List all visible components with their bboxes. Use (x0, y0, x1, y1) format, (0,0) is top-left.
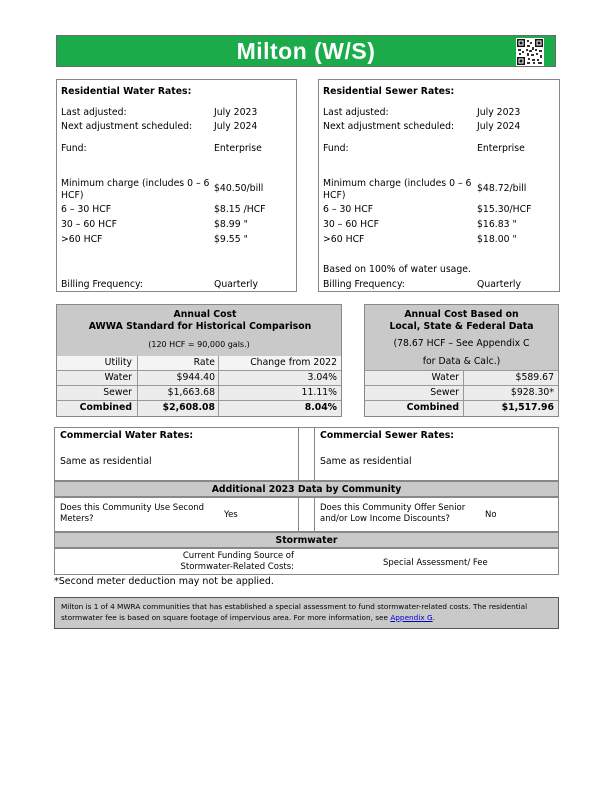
awwa-row-water-change: 3.04% (307, 372, 337, 383)
sewer-fund-value: Enterprise (477, 143, 525, 154)
commercial-water-text: Same as residential (60, 456, 152, 467)
awwa-col-utility: Utility (104, 357, 132, 368)
commercial-sewer-heading: Commercial Sewer Rates: (320, 430, 455, 441)
local-title-line1: Annual Cost Based on (404, 309, 519, 320)
water-next-adjustment-value: July 2024 (214, 121, 258, 132)
discounts-question: Does this Community Offer Senior and/or Low Income Discounts? (320, 503, 466, 524)
sewer-billing-label: Billing Frequency: (323, 279, 405, 290)
awwa-col-change: Change from 2022 (250, 357, 337, 368)
water-fund-value: Enterprise (214, 143, 262, 154)
qr-code-icon (516, 38, 544, 66)
page-title: Milton (W/S) (236, 38, 376, 64)
awwa-row-combined-change: 8.04% (304, 402, 337, 413)
local-row-sewer-utility: Sewer (430, 387, 459, 398)
second-meter-footnote: *Second meter deduction may not be applied. (54, 576, 274, 587)
awwa-col-rate: Rate (193, 357, 215, 368)
awwa-row-sewer-utility: Sewer (103, 387, 132, 398)
sewer-last-adjusted-label: Last adjusted: (323, 107, 389, 118)
sewer-tier2-label: 30 – 60 HCF (323, 219, 380, 230)
sewer-tier3-value: $18.00 " (477, 234, 517, 245)
sewer-tier2-value: $16.83 " (477, 219, 517, 230)
sewer-next-adjustment-label: Next adjustment scheduled: (323, 121, 455, 132)
water-tier2-value: $8.99 " (214, 219, 248, 230)
discounts-answer: No (485, 510, 497, 520)
sewer-billing-value: Quarterly (477, 279, 522, 290)
stormwater-info-end: . (432, 613, 435, 622)
sewer-usage-note: Based on 100% of water usage. (323, 264, 471, 275)
sewer-tier1-value: $15.30/HCF (477, 204, 532, 215)
local-subtitle-line2: for Data & Calc.) (422, 356, 501, 367)
awwa-row-combined-utility: Combined (79, 402, 132, 413)
awwa-row-sewer-change: 11.11% (301, 387, 337, 398)
awwa-row-sewer-rate: $1,663.68 (167, 387, 215, 398)
local-row-water-utility: Water (431, 372, 459, 383)
residential-water-heading: Residential Water Rates: (61, 86, 192, 97)
residential-sewer-heading: Residential Sewer Rates: (323, 86, 455, 97)
water-billing-label: Billing Frequency: (61, 279, 143, 290)
local-row-water-rate: $589.67 (515, 372, 554, 383)
water-min-charge-value: $40.50/bill (214, 183, 264, 194)
stormwater-info-text (61, 601, 553, 623)
water-min-charge-label: Minimum charge (includes 0 – 6 HCF) (61, 178, 210, 201)
local-title-line2: Local, State & Federal Data (389, 321, 534, 332)
water-tier1-label: 6 – 30 HCF (61, 204, 112, 215)
water-tier2-label: 30 – 60 HCF (61, 219, 118, 230)
second-meters-question: Does this Community Use Second Meters? (60, 503, 205, 524)
water-fund-label: Fund: (61, 143, 87, 154)
awwa-title-line1: Annual Cost (173, 309, 237, 320)
sewer-min-charge-value: $48.72/bill (477, 183, 527, 194)
commercial-water-heading: Commercial Water Rates: (60, 430, 194, 441)
awwa-subtitle: (120 HCF = 90,000 gals.) (148, 340, 250, 349)
water-next-adjustment-label: Next adjustment scheduled: (61, 121, 193, 132)
sewer-next-adjustment-value: July 2024 (477, 121, 521, 132)
water-tier1-value: $8.15 /HCF (214, 204, 266, 215)
sewer-fund-label: Fund: (323, 143, 349, 154)
water-tier3-label: >60 HCF (61, 234, 103, 245)
second-meters-answer: Yes (224, 510, 238, 520)
appendix-g-link[interactable]: Appendix G (390, 613, 433, 622)
water-last-adjusted-label: Last adjusted: (61, 107, 127, 118)
water-tier3-value: $9.55 " (214, 234, 248, 245)
stormwater-funding-value: Special Assessment/ Fee (383, 558, 488, 568)
sewer-min-charge-label: Minimum charge (includes 0 – 6 HCF) (323, 178, 472, 201)
sewer-last-adjusted-value: July 2023 (477, 107, 521, 118)
awwa-row-water-rate: $944.40 (176, 372, 215, 383)
water-last-adjusted-value: July 2023 (214, 107, 258, 118)
commercial-sewer-text: Same as residential (320, 456, 412, 467)
sewer-tier3-label: >60 HCF (323, 234, 365, 245)
stormwater-funding-label: Current Funding Source of Stormwater-Related Costs: (180, 551, 294, 572)
awwa-row-combined-rate: $2,608.08 (162, 402, 215, 413)
page-header (56, 35, 556, 67)
local-row-combined-rate: $1,517.96 (501, 402, 554, 413)
local-row-combined-utility: Combined (406, 402, 459, 413)
stormwater-heading: Stormwater (275, 535, 338, 546)
local-row-sewer-rate: $928.30* (510, 387, 554, 398)
awwa-row-water-utility: Water (104, 372, 132, 383)
water-billing-value: Quarterly (214, 279, 259, 290)
sewer-tier1-label: 6 – 30 HCF (323, 204, 374, 215)
additional-data-heading: Additional 2023 Data by Community (211, 484, 402, 495)
stormwater-info-body: Milton is 1 of 4 MWRA communities that has established a special assessment to fund stormwater-related costs. The residential stormwater fee is based on square footage of impervious area. For more information, see (61, 602, 528, 622)
awwa-title-line2: AWWA Standard for Historical Comparison (88, 321, 312, 332)
local-subtitle-line1: (78.67 HCF – See Appendix C (393, 338, 530, 349)
